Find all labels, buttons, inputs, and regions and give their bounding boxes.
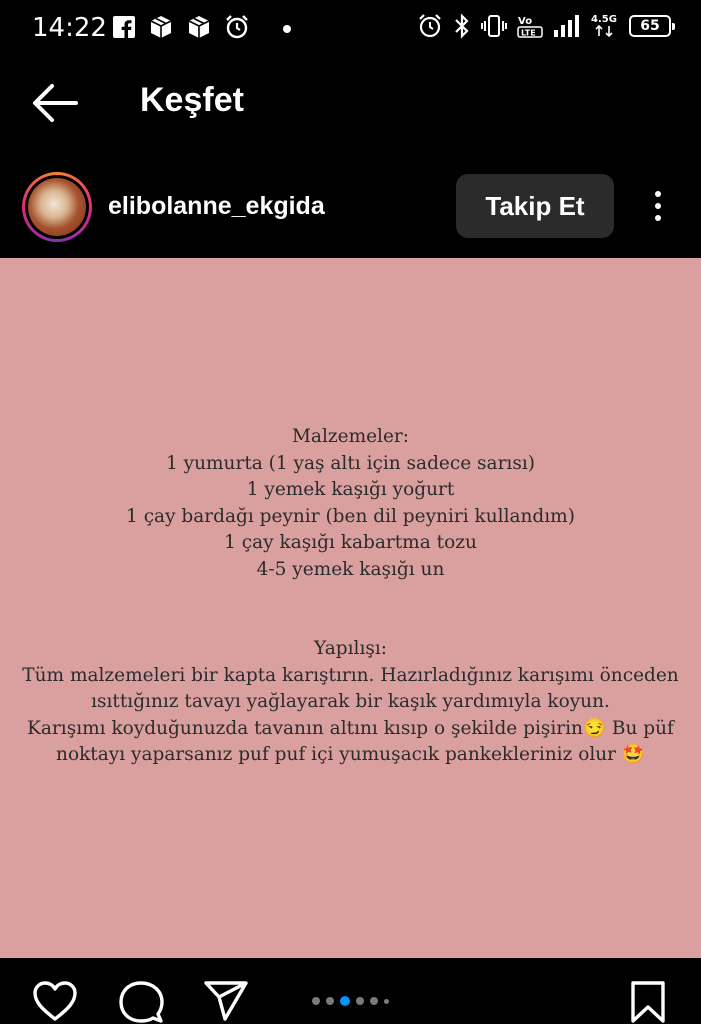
notification-dot <box>283 25 291 33</box>
vibrate-icon <box>481 13 507 39</box>
username-link[interactable]: elibolanne_ekgida <box>108 192 325 220</box>
status-right-icons <box>417 12 671 40</box>
page-title: Keşfet <box>140 81 244 119</box>
comment-icon[interactable] <box>118 980 164 1024</box>
carousel-dot <box>356 997 364 1005</box>
recipe-text <box>0 424 701 769</box>
status-bar <box>0 0 701 58</box>
recipe-line: noktayı yaparsanız puf puf içi yumuşacık pankekleriniz olur 🤩 <box>56 744 645 765</box>
recipe-line: Malzemeler: <box>291 426 410 447</box>
alarm-icon <box>417 13 443 39</box>
recipe-line: 1 yemek kaşığı yoğurt <box>246 479 455 500</box>
top-nav <box>0 58 701 148</box>
back-arrow-icon[interactable] <box>30 80 78 126</box>
more-options-icon[interactable] <box>644 186 672 226</box>
status-time: 14:22 <box>32 13 107 43</box>
status-left-icons <box>112 14 250 40</box>
carousel-dot <box>384 999 389 1004</box>
carousel-dot <box>326 997 334 1005</box>
spacer <box>0 583 701 636</box>
volte-icon <box>517 13 543 39</box>
recipe-line: 4-5 yemek kaşığı un <box>256 558 445 580</box>
svg-text:Vo: Vo <box>518 16 533 27</box>
recipe-line: 1 çay kaşığı kabartma tozu <box>224 532 477 553</box>
facebook-icon <box>112 15 136 39</box>
post-image[interactable] <box>0 258 701 958</box>
follow-button[interactable]: Takip Et <box>456 174 614 238</box>
carousel-dot <box>312 997 320 1005</box>
battery-icon: 65 <box>629 15 671 37</box>
package-icon <box>186 14 212 40</box>
network-4-5g-icon <box>591 12 619 40</box>
action-bar <box>0 958 701 1024</box>
recipe-line: Tüm malzemeleri bir kapta karıştırın. Hazırladığınız karışımı önceden <box>22 664 679 686</box>
recipe-line: Karışımı koyduğunuzda tavanın altını kısıp o şekilde pişirin😏 Bu püf <box>27 717 674 739</box>
post-header <box>0 160 701 256</box>
carousel-indicator <box>312 996 389 1006</box>
bookmark-icon[interactable] <box>630 980 666 1024</box>
share-icon[interactable] <box>203 980 249 1022</box>
recipe-line: 1 yumurta (1 yaş altı için sadece sarısı) <box>166 452 535 474</box>
carousel-dot <box>370 997 378 1005</box>
avatar-image <box>28 178 86 236</box>
package-icon <box>148 14 174 40</box>
bluetooth-icon <box>453 13 471 39</box>
carousel-dot-active <box>340 996 350 1006</box>
heart-icon[interactable] <box>32 980 78 1022</box>
recipe-line: Yapılışı: <box>313 638 388 659</box>
svg-text:LTE: LTE <box>521 28 536 38</box>
svg-text:4.5G: 4.5G <box>591 14 617 25</box>
recipe-line: ısıttığınız tavayı yağlayarak bir kaşık yardımıyla koyun. <box>91 691 610 712</box>
alarm-icon <box>224 14 250 40</box>
avatar[interactable] <box>22 172 92 242</box>
signal-icon <box>553 14 581 38</box>
recipe-line: 1 çay bardağı peynir (ben dil peyniri kullandım) <box>126 505 575 527</box>
